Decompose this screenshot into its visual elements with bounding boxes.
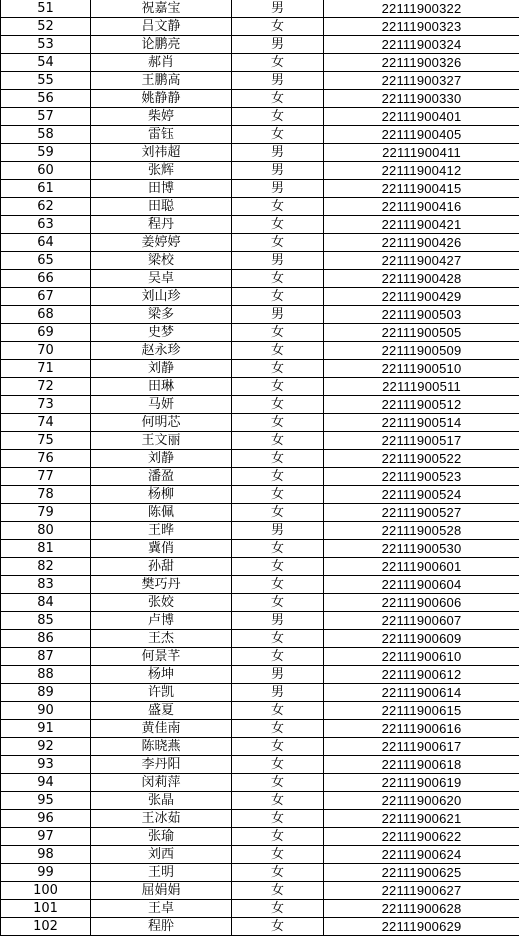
student-name-cell: 杨柳 bbox=[91, 486, 232, 504]
row-number-cell: 56 bbox=[1, 90, 91, 108]
student-name-cell: 冀俏 bbox=[91, 540, 232, 558]
gender-cell: 女 bbox=[232, 918, 324, 936]
table-row bbox=[1, 126, 519, 144]
table-row bbox=[1, 396, 519, 414]
row-number-cell: 57 bbox=[1, 108, 91, 126]
student-id-cell: 22111900621 bbox=[324, 810, 519, 828]
student-id-cell: 22111900616 bbox=[324, 720, 519, 738]
student-id-cell: 22111900523 bbox=[324, 468, 519, 486]
gender-cell: 女 bbox=[232, 558, 324, 576]
table-row bbox=[1, 468, 519, 486]
table-row bbox=[1, 666, 519, 684]
row-number-cell: 65 bbox=[1, 252, 91, 270]
student-name-cell: 何景芊 bbox=[91, 648, 232, 666]
student-id-cell: 22111900609 bbox=[324, 630, 519, 648]
table-row bbox=[1, 504, 519, 522]
student-id-cell: 22111900530 bbox=[324, 540, 519, 558]
student-name-cell: 闵莉萍 bbox=[91, 774, 232, 792]
gender-cell: 女 bbox=[232, 900, 324, 918]
student-name-cell: 孙甜 bbox=[91, 558, 232, 576]
student-name-cell: 吕文静 bbox=[91, 18, 232, 36]
gender-cell: 男 bbox=[232, 162, 324, 180]
student-name-cell: 程肸 bbox=[91, 918, 232, 936]
student-name-cell: 刘静 bbox=[91, 450, 232, 468]
student-id-cell: 22111900405 bbox=[324, 126, 519, 144]
gender-cell: 女 bbox=[232, 54, 324, 72]
student-id-cell: 22111900511 bbox=[324, 378, 519, 396]
row-number-cell: 100 bbox=[1, 882, 91, 900]
row-number-cell: 94 bbox=[1, 774, 91, 792]
student-id-cell: 22111900326 bbox=[324, 54, 519, 72]
row-number-cell: 76 bbox=[1, 450, 91, 468]
gender-cell: 女 bbox=[232, 378, 324, 396]
student-id-cell: 22111900416 bbox=[324, 198, 519, 216]
row-number-cell: 102 bbox=[1, 918, 91, 936]
row-number-cell: 54 bbox=[1, 54, 91, 72]
student-id-cell: 22111900522 bbox=[324, 450, 519, 468]
table-row bbox=[1, 450, 519, 468]
gender-cell: 男 bbox=[232, 666, 324, 684]
table-row bbox=[1, 324, 519, 342]
student-name-cell: 梁校 bbox=[91, 252, 232, 270]
student-id-cell: 22111900524 bbox=[324, 486, 519, 504]
gender-cell: 女 bbox=[232, 270, 324, 288]
gender-cell: 女 bbox=[232, 18, 324, 36]
row-number-cell: 98 bbox=[1, 846, 91, 864]
table-row bbox=[1, 738, 519, 756]
student-id-cell: 22111900527 bbox=[324, 504, 519, 522]
gender-cell: 女 bbox=[232, 360, 324, 378]
student-id-cell: 22111900624 bbox=[324, 846, 519, 864]
row-number-cell: 73 bbox=[1, 396, 91, 414]
row-number-cell: 72 bbox=[1, 378, 91, 396]
table-row bbox=[1, 918, 519, 936]
student-id-cell: 22111900604 bbox=[324, 576, 519, 594]
student-id-cell: 22111900629 bbox=[324, 918, 519, 936]
gender-cell: 男 bbox=[232, 522, 324, 540]
gender-cell: 女 bbox=[232, 288, 324, 306]
row-number-cell: 84 bbox=[1, 594, 91, 612]
table-row bbox=[1, 684, 519, 702]
table-row bbox=[1, 360, 519, 378]
student-id-cell: 22111900509 bbox=[324, 342, 519, 360]
student-id-cell: 22111900610 bbox=[324, 648, 519, 666]
student-name-cell: 张瑜 bbox=[91, 828, 232, 846]
student-id-cell: 22111900415 bbox=[324, 180, 519, 198]
student-name-cell: 王明 bbox=[91, 864, 232, 882]
student-name-cell: 潘盈 bbox=[91, 468, 232, 486]
row-number-cell: 63 bbox=[1, 216, 91, 234]
table-row bbox=[1, 720, 519, 738]
gender-cell: 女 bbox=[232, 648, 324, 666]
student-name-cell: 杨坤 bbox=[91, 666, 232, 684]
gender-cell: 女 bbox=[232, 540, 324, 558]
gender-cell: 女 bbox=[232, 90, 324, 108]
gender-cell: 女 bbox=[232, 576, 324, 594]
row-number-cell: 59 bbox=[1, 144, 91, 162]
student-id-cell: 22111900528 bbox=[324, 522, 519, 540]
student-id-cell: 22111900612 bbox=[324, 666, 519, 684]
table-row bbox=[1, 72, 519, 90]
gender-cell: 女 bbox=[232, 342, 324, 360]
table-row bbox=[1, 0, 519, 18]
gender-cell: 女 bbox=[232, 126, 324, 144]
row-number-cell: 67 bbox=[1, 288, 91, 306]
student-id-cell: 22111900517 bbox=[324, 432, 519, 450]
student-id-cell: 22111900617 bbox=[324, 738, 519, 756]
row-number-cell: 60 bbox=[1, 162, 91, 180]
table-row bbox=[1, 486, 519, 504]
table-row bbox=[1, 378, 519, 396]
student-id-cell: 22111900628 bbox=[324, 900, 519, 918]
table-row bbox=[1, 648, 519, 666]
gender-cell: 男 bbox=[232, 252, 324, 270]
gender-cell: 男 bbox=[232, 180, 324, 198]
row-number-cell: 86 bbox=[1, 630, 91, 648]
row-number-cell: 52 bbox=[1, 18, 91, 36]
student-id-cell: 22111900606 bbox=[324, 594, 519, 612]
student-name-cell: 姚静静 bbox=[91, 90, 232, 108]
student-name-cell: 许凯 bbox=[91, 684, 232, 702]
table-row bbox=[1, 540, 519, 558]
table-row bbox=[1, 288, 519, 306]
student-id-cell: 22111900427 bbox=[324, 252, 519, 270]
row-number-cell: 93 bbox=[1, 756, 91, 774]
table-row bbox=[1, 18, 519, 36]
student-name-cell: 田琳 bbox=[91, 378, 232, 396]
student-id-cell: 22111900401 bbox=[324, 108, 519, 126]
student-id-cell: 22111900614 bbox=[324, 684, 519, 702]
student-id-cell: 22111900327 bbox=[324, 72, 519, 90]
student-name-cell: 姜婷婷 bbox=[91, 234, 232, 252]
row-number-cell: 96 bbox=[1, 810, 91, 828]
student-name-cell: 王文丽 bbox=[91, 432, 232, 450]
row-number-cell: 66 bbox=[1, 270, 91, 288]
student-name-cell: 史梦 bbox=[91, 324, 232, 342]
gender-cell: 女 bbox=[232, 414, 324, 432]
row-number-cell: 70 bbox=[1, 342, 91, 360]
student-name-cell: 王鹏高 bbox=[91, 72, 232, 90]
student-id-cell: 22111900411 bbox=[324, 144, 519, 162]
student-name-cell: 屈娟娟 bbox=[91, 882, 232, 900]
gender-cell: 女 bbox=[232, 810, 324, 828]
row-number-cell: 80 bbox=[1, 522, 91, 540]
gender-cell: 女 bbox=[232, 468, 324, 486]
row-number-cell: 78 bbox=[1, 486, 91, 504]
student-name-cell: 张辉 bbox=[91, 162, 232, 180]
gender-cell: 女 bbox=[232, 396, 324, 414]
student-name-cell: 陈晓燕 bbox=[91, 738, 232, 756]
gender-cell: 女 bbox=[232, 774, 324, 792]
gender-cell: 男 bbox=[232, 36, 324, 54]
table-row bbox=[1, 612, 519, 630]
gender-cell: 男 bbox=[232, 612, 324, 630]
row-number-cell: 92 bbox=[1, 738, 91, 756]
student-id-cell: 22111900618 bbox=[324, 756, 519, 774]
row-number-cell: 75 bbox=[1, 432, 91, 450]
row-number-cell: 101 bbox=[1, 900, 91, 918]
student-name-cell: 吴卓 bbox=[91, 270, 232, 288]
table-row bbox=[1, 216, 519, 234]
table-row bbox=[1, 144, 519, 162]
student-id-cell: 22111900512 bbox=[324, 396, 519, 414]
student-id-cell: 22111900627 bbox=[324, 882, 519, 900]
student-id-cell: 22111900514 bbox=[324, 414, 519, 432]
row-number-cell: 79 bbox=[1, 504, 91, 522]
gender-cell: 女 bbox=[232, 432, 324, 450]
student-name-cell: 梁多 bbox=[91, 306, 232, 324]
student-id-cell: 22111900330 bbox=[324, 90, 519, 108]
student-name-cell: 田博 bbox=[91, 180, 232, 198]
gender-cell: 女 bbox=[232, 216, 324, 234]
table-row bbox=[1, 90, 519, 108]
student-id-cell: 22111900620 bbox=[324, 792, 519, 810]
table-row bbox=[1, 810, 519, 828]
gender-cell: 男 bbox=[232, 0, 324, 18]
student-id-cell: 22111900625 bbox=[324, 864, 519, 882]
student-id-cell: 22111900510 bbox=[324, 360, 519, 378]
student-id-cell: 22111900607 bbox=[324, 612, 519, 630]
gender-cell: 女 bbox=[232, 864, 324, 882]
student-name-cell: 王杰 bbox=[91, 630, 232, 648]
student-id-cell: 22111900622 bbox=[324, 828, 519, 846]
table-row bbox=[1, 180, 519, 198]
student-name-cell: 刘祎超 bbox=[91, 144, 232, 162]
table-row bbox=[1, 162, 519, 180]
student-id-cell: 22111900426 bbox=[324, 234, 519, 252]
gender-cell: 女 bbox=[232, 324, 324, 342]
row-number-cell: 64 bbox=[1, 234, 91, 252]
student-name-cell: 祝嘉宝 bbox=[91, 0, 232, 18]
table-row bbox=[1, 576, 519, 594]
gender-cell: 女 bbox=[232, 720, 324, 738]
table-row bbox=[1, 234, 519, 252]
table-row bbox=[1, 198, 519, 216]
student-name-cell: 王卓 bbox=[91, 900, 232, 918]
gender-cell: 女 bbox=[232, 486, 324, 504]
table-row bbox=[1, 36, 519, 54]
student-id-cell: 22111900322 bbox=[324, 0, 519, 18]
student-name-cell: 陈佩 bbox=[91, 504, 232, 522]
gender-cell: 女 bbox=[232, 846, 324, 864]
row-number-cell: 87 bbox=[1, 648, 91, 666]
row-number-cell: 53 bbox=[1, 36, 91, 54]
row-number-cell: 62 bbox=[1, 198, 91, 216]
table-row bbox=[1, 594, 519, 612]
gender-cell: 女 bbox=[232, 738, 324, 756]
row-number-cell: 74 bbox=[1, 414, 91, 432]
gender-cell: 女 bbox=[232, 234, 324, 252]
student-id-cell: 22111900421 bbox=[324, 216, 519, 234]
gender-cell: 女 bbox=[232, 792, 324, 810]
student-id-cell: 22111900324 bbox=[324, 36, 519, 54]
row-number-cell: 77 bbox=[1, 468, 91, 486]
table-row bbox=[1, 630, 519, 648]
table-row bbox=[1, 414, 519, 432]
gender-cell: 男 bbox=[232, 684, 324, 702]
table-row bbox=[1, 306, 519, 324]
student-name-cell: 雷钰 bbox=[91, 126, 232, 144]
gender-cell: 男 bbox=[232, 306, 324, 324]
table-row bbox=[1, 270, 519, 288]
student-name-cell: 何明芯 bbox=[91, 414, 232, 432]
student-id-cell: 22111900601 bbox=[324, 558, 519, 576]
student-name-cell: 赵永珍 bbox=[91, 342, 232, 360]
student-id-cell: 22111900503 bbox=[324, 306, 519, 324]
table-row bbox=[1, 756, 519, 774]
gender-cell: 女 bbox=[232, 756, 324, 774]
gender-cell: 女 bbox=[232, 630, 324, 648]
student-name-cell: 程丹 bbox=[91, 216, 232, 234]
roster-body bbox=[1, 0, 519, 936]
row-number-cell: 51 bbox=[1, 0, 91, 18]
table-row bbox=[1, 864, 519, 882]
student-name-cell: 卢博 bbox=[91, 612, 232, 630]
row-number-cell: 58 bbox=[1, 126, 91, 144]
student-id-cell: 22111900615 bbox=[324, 702, 519, 720]
student-name-cell: 论鹏亮 bbox=[91, 36, 232, 54]
table-row bbox=[1, 342, 519, 360]
row-number-cell: 71 bbox=[1, 360, 91, 378]
student-name-cell: 王冰茹 bbox=[91, 810, 232, 828]
row-number-cell: 68 bbox=[1, 306, 91, 324]
table-row bbox=[1, 522, 519, 540]
row-number-cell: 91 bbox=[1, 720, 91, 738]
row-number-cell: 81 bbox=[1, 540, 91, 558]
student-name-cell: 张晶 bbox=[91, 792, 232, 810]
gender-cell: 女 bbox=[232, 594, 324, 612]
student-name-cell: 张姣 bbox=[91, 594, 232, 612]
row-number-cell: 89 bbox=[1, 684, 91, 702]
student-name-cell: 柴婷 bbox=[91, 108, 232, 126]
row-number-cell: 83 bbox=[1, 576, 91, 594]
student-id-cell: 22111900429 bbox=[324, 288, 519, 306]
student-name-cell: 王晔 bbox=[91, 522, 232, 540]
student-id-cell: 22111900412 bbox=[324, 162, 519, 180]
table-row bbox=[1, 558, 519, 576]
row-number-cell: 90 bbox=[1, 702, 91, 720]
student-name-cell: 李丹阳 bbox=[91, 756, 232, 774]
table-row bbox=[1, 252, 519, 270]
row-number-cell: 82 bbox=[1, 558, 91, 576]
gender-cell: 女 bbox=[232, 450, 324, 468]
gender-cell: 女 bbox=[232, 108, 324, 126]
student-name-cell: 樊巧丹 bbox=[91, 576, 232, 594]
table-row bbox=[1, 846, 519, 864]
student-name-cell: 郝肖 bbox=[91, 54, 232, 72]
table-row bbox=[1, 792, 519, 810]
student-id-cell: 22111900619 bbox=[324, 774, 519, 792]
table-row bbox=[1, 702, 519, 720]
student-name-cell: 刘西 bbox=[91, 846, 232, 864]
student-id-cell: 22111900505 bbox=[324, 324, 519, 342]
row-number-cell: 61 bbox=[1, 180, 91, 198]
table-row bbox=[1, 432, 519, 450]
student-id-cell: 22111900428 bbox=[324, 270, 519, 288]
student-id-cell: 22111900323 bbox=[324, 18, 519, 36]
table-row bbox=[1, 828, 519, 846]
student-name-cell: 刘山珍 bbox=[91, 288, 232, 306]
row-number-cell: 99 bbox=[1, 864, 91, 882]
gender-cell: 女 bbox=[232, 828, 324, 846]
student-name-cell: 田聪 bbox=[91, 198, 232, 216]
row-number-cell: 55 bbox=[1, 72, 91, 90]
table-row bbox=[1, 882, 519, 900]
student-name-cell: 盛夏 bbox=[91, 702, 232, 720]
student-name-cell: 马妍 bbox=[91, 396, 232, 414]
student-name-cell: 刘静 bbox=[91, 360, 232, 378]
gender-cell: 男 bbox=[232, 72, 324, 90]
student-name-cell: 黄佳南 bbox=[91, 720, 232, 738]
gender-cell: 女 bbox=[232, 702, 324, 720]
row-number-cell: 97 bbox=[1, 828, 91, 846]
gender-cell: 女 bbox=[232, 504, 324, 522]
table-row bbox=[1, 774, 519, 792]
gender-cell: 女 bbox=[232, 198, 324, 216]
table-row bbox=[1, 54, 519, 72]
gender-cell: 女 bbox=[232, 882, 324, 900]
table-row bbox=[1, 108, 519, 126]
row-number-cell: 88 bbox=[1, 666, 91, 684]
row-number-cell: 69 bbox=[1, 324, 91, 342]
row-number-cell: 95 bbox=[1, 792, 91, 810]
table-row bbox=[1, 900, 519, 918]
gender-cell: 男 bbox=[232, 144, 324, 162]
row-number-cell: 85 bbox=[1, 612, 91, 630]
